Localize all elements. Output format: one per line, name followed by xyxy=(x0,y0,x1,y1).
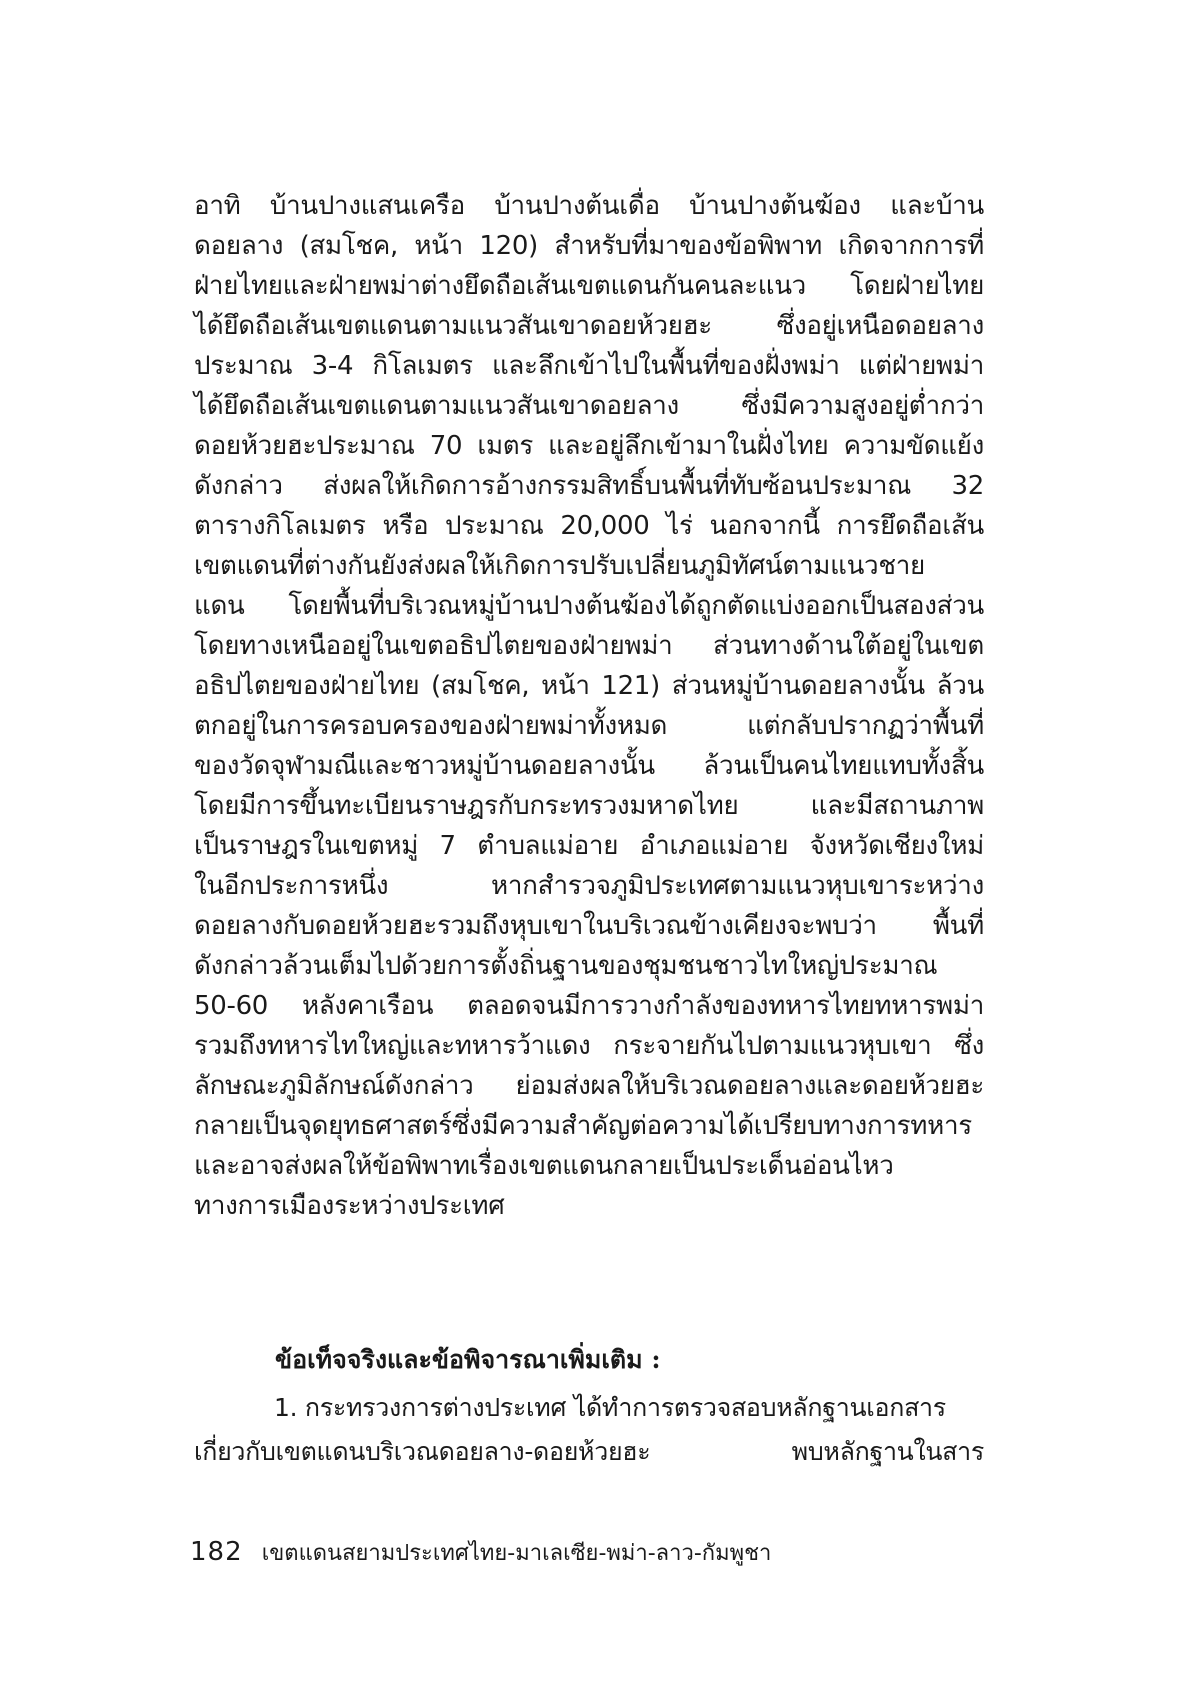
text-line: ตารางกิโลเมตร หรือ ประมาณ 20,000 ไร่ นอกจากนี้ การยึดถือเส้น xyxy=(194,511,984,541)
text-line: ดอยลาง (สมโชค, หน้า 120) สำหรับที่มาของข้อพิพาท เกิดจากการที่ xyxy=(194,231,984,261)
text-line: รวมถึงทหารไทใหญ่และทหารว้าแดง กระจายกันไปตามแนวหุบเขา ซึ่ง xyxy=(194,1031,984,1061)
running-title: เขตแดนสยามประเทศไทย-มาเลเซีย-พม่า-ลาว-กัมพูชา xyxy=(261,1541,772,1566)
text-line: 50-60 หลังคาเรือน ตลอดจนมีการวางกำลังของทหารไทยทหารพม่า xyxy=(194,991,984,1021)
text-line: อาทิ บ้านปางแสนเครือ บ้านปางต้นเดื่อ บ้านปางต้นฆ้อง และบ้าน xyxy=(194,191,984,221)
text-line: อธิปไตยของฝ่ายไทย (สมโชค, หน้า 121) ส่วนหมู่บ้านดอยลางนั้น ล้วน xyxy=(194,671,984,701)
text-line: ฝ่ายไทยและฝ่ายพม่าต่างยึดถือเส้นเขตแดนกันคนละแนว โดยฝ่ายไทย xyxy=(194,271,984,301)
section-paragraph xyxy=(194,1386,984,1474)
page-footer xyxy=(190,1535,771,1570)
text-line: เขตแดนที่ต่างกันยังส่งผลให้เกิดการปรับเปลี่ยนภูมิทัศน์ตามแนวชาย xyxy=(194,551,925,581)
text-line: โดยทางเหนืออยู่ในเขตอธิปไตยของฝ่ายพม่า ส่วนทางด้านใต้อยู่ในเขต xyxy=(194,631,984,661)
text-line: ดังกล่าวล้วนเต็มไปด้วยการตั้งถิ่นฐานของชุมชนชาวไทใหญ่ประมาณ xyxy=(194,951,938,981)
text-line: กลายเป็นจุดยุทธศาสตร์ซึ่งมีความสำคัญต่อความได้เปรียบทางการทหาร xyxy=(194,1111,972,1141)
section-heading: ข้อเท็จจริงและข้อพิจารณาเพิ่มเติม : xyxy=(275,1345,661,1374)
text-line: แดน โดยพื้นที่บริเวณหมู่บ้านปางต้นฆ้องได้ถูกตัดแบ่งออกเป็นสองส่วน xyxy=(194,591,984,621)
text-line: ได้ยึดถือเส้นเขตแดนตามแนวสันเขาดอยลาง ซึ่งมีความสูงอยู่ต่ำกว่า xyxy=(194,391,984,421)
text-line: ประมาณ 3-4 กิโลเมตร และลึกเข้าไปในพื้นที่ของฝั่งพม่า แต่ฝ่ายพม่า xyxy=(194,351,984,381)
text-line: โดยมีการขึ้นทะเบียนราษฎรกับกระทรวงมหาดไทย และมีสถานภาพ xyxy=(194,791,984,821)
text-line: ลักษณะภูมิลักษณ์ดังกล่าว ย่อมส่งผลให้บริเวณดอยลางและดอยห้วยฮะ xyxy=(194,1071,984,1101)
text-line: ในอีกประการหนึ่ง หากสำรวจภูมิประเทศตามแนวหุบเขาระหว่าง xyxy=(194,871,984,901)
text-line: และอาจส่งผลให้ข้อพิพาทเรื่องเขตแดนกลายเป็นประเด็นอ่อนไหว xyxy=(194,1151,894,1181)
text-line: ดังกล่าว ส่งผลให้เกิดการอ้างกรรมสิทธิ์บนพื้นที่ทับซ้อนประมาณ 32 xyxy=(194,471,984,501)
text-line: เกี่ยวกับเขตแดนบริเวณดอยลาง-ดอยห้วยฮะ พบหลักฐานในสาร xyxy=(194,1437,984,1466)
body-paragraph xyxy=(194,186,984,1226)
text-line: ได้ยึดถือเส้นเขตแดนตามแนวสันเขาดอยห้วยฮะ ซึ่งอยู่เหนือดอยลาง xyxy=(194,311,984,341)
text-line: ดอยลางกับดอยห้วยฮะรวมถึงหุบเขาในบริเวณข้างเคียงจะพบว่า พื้นที่ xyxy=(194,911,984,941)
text-line: ของวัดจุฬามณีและชาวหมู่บ้านดอยลางนั้น ล้วนเป็นคนไทยแทบทั้งสิ้น xyxy=(194,751,984,781)
text-line: ดอยห้วยฮะประมาณ 70 เมตร และอยู่ลึกเข้ามาในฝั่งไทย ความขัดแย้ง xyxy=(194,431,984,461)
text-line-last: ทางการเมืองระหว่างประเทศ xyxy=(194,1191,505,1221)
text-line: ตกอยู่ในการครอบครองของฝ่ายพม่าทั้งหมด แต่กลับปรากฏว่าพื้นที่ xyxy=(194,711,984,741)
page-number: 182 xyxy=(190,1537,243,1567)
text-line: เป็นราษฎรในเขตหมู่ 7 ตำบลแม่อาย อำเภอแม่อาย จังหวัดเชียงใหม่ xyxy=(194,831,984,861)
numbered-item-first-line: 1. กระทรวงการต่างประเทศ ได้ทำการตรวจสอบหลักฐานเอกสาร xyxy=(274,1393,946,1422)
